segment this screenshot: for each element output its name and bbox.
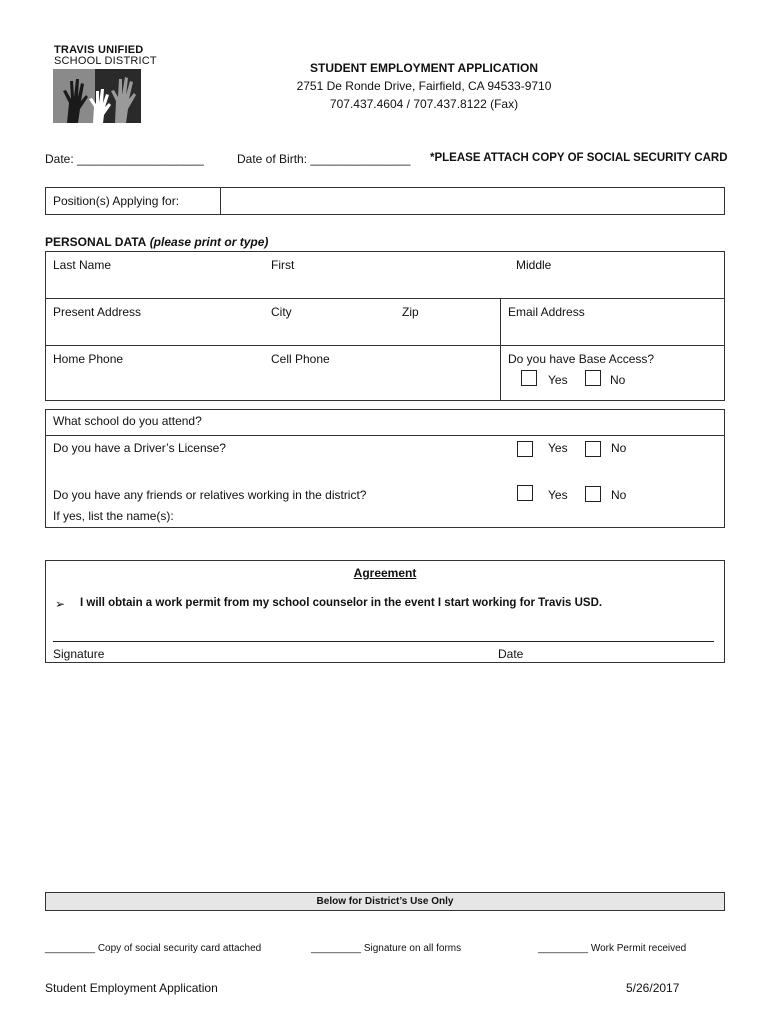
agreement-statement: I will obtain a work permit from my school counselor in the event I start working for Travis USD.: [80, 597, 603, 609]
personal-data-note: (please print or type): [149, 235, 269, 249]
footer-revision-date: 5/26/2017: [626, 981, 680, 995]
base-access-yes-label: Yes: [548, 373, 568, 387]
base-access-question: Do you have Base Access?: [508, 352, 655, 366]
relatives-no-checkbox[interactable]: [585, 486, 601, 502]
district-logo-name-line2: SCHOOL DISTRICT: [54, 55, 157, 67]
relatives-question: Do you have any friends or relatives working in the district?: [53, 488, 367, 502]
footer-form-name: Student Employment Application: [45, 981, 218, 995]
personal-data-title: PERSONAL DATA: [45, 235, 147, 249]
date-of-birth-field[interactable]: Date of Birth: _______________: [237, 152, 411, 166]
form-title: STUDENT EMPLOYMENT APPLICATION: [310, 61, 538, 75]
present-address-label: Present Address: [53, 305, 142, 319]
school-row-divider: [45, 435, 725, 436]
first-name-label: First: [271, 258, 295, 272]
relatives-yes-label: Yes: [548, 488, 568, 502]
middle-name-label: Middle: [516, 258, 552, 272]
ssn-card-note: *PLEASE ATTACH COPY OF SOCIAL SECURITY CARD: [430, 152, 728, 164]
district-address: 2751 De Ronde Drive, Fairfield, CA 94533-9710: [296, 79, 552, 93]
positions-label: Position(s) Applying for:: [53, 194, 180, 208]
drivers-license-no-checkbox[interactable]: [585, 441, 601, 457]
district-logo-hands-image: [53, 69, 141, 123]
personal-col-divider: [500, 298, 501, 401]
personal-row-divider-1: [45, 298, 725, 299]
drivers-license-yes-checkbox[interactable]: [517, 441, 533, 457]
ssn-card-attached-check: _________ Copy of social security card attached: [45, 943, 262, 954]
signature-on-forms-check: _________ Signature on all forms: [311, 943, 462, 954]
drivers-license-yes-label: Yes: [548, 441, 568, 455]
base-access-yes-checkbox[interactable]: [521, 370, 537, 386]
district-phone: 707.437.4604 / 707.437.8122 (Fax): [329, 97, 519, 111]
positions-input[interactable]: [222, 189, 722, 213]
relatives-no-label: No: [611, 488, 627, 502]
zip-label: Zip: [402, 305, 419, 319]
positions-divider: [220, 187, 221, 215]
work-permit-received-check: _________ Work Permit received: [538, 943, 687, 954]
email-address-label: Email Address: [508, 305, 585, 319]
school-attend-question: What school do you attend?: [53, 414, 202, 428]
signature-line[interactable]: [53, 641, 714, 642]
district-use-title: Below for District’s Use Only: [316, 896, 454, 907]
agreement-title: Agreement: [353, 566, 417, 580]
relatives-yes-checkbox[interactable]: [517, 485, 533, 501]
personal-data-heading: [45, 235, 268, 249]
drivers-license-question: Do you have a Driver’s License?: [53, 441, 226, 455]
personal-row-divider-2: [45, 345, 725, 346]
base-access-no-checkbox[interactable]: [585, 370, 601, 386]
cell-phone-label: Cell Phone: [271, 352, 330, 366]
signature-label: Signature: [53, 647, 105, 661]
agreement-bullet-icon: ➢: [55, 597, 66, 611]
signature-date-label: Date: [498, 647, 524, 661]
relatives-names-label: If yes, list the name(s):: [53, 509, 174, 523]
district-logo-name-line1: TRAVIS UNIFIED: [54, 44, 144, 56]
drivers-license-no-label: No: [611, 441, 627, 455]
city-label: City: [271, 305, 292, 319]
home-phone-label: Home Phone: [53, 352, 124, 366]
date-field[interactable]: Date: ___________________: [45, 152, 204, 166]
last-name-label: Last Name: [53, 258, 112, 272]
base-access-no-label: No: [610, 373, 626, 387]
